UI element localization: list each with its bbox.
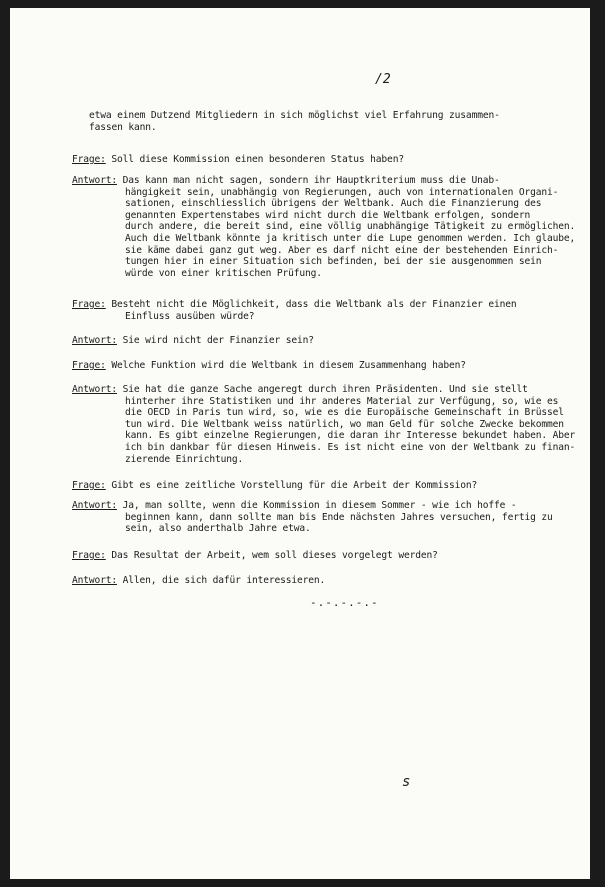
line-text: Ja, man sollte, wenn die Kommission in diesem Sommer - wie ich hoffe -: [117, 500, 517, 511]
speaker-label: Antwort:: [72, 175, 118, 186]
line-text: Gibt es eine zeitliche Vorstellung für die Arbeit der Kommission?: [105, 480, 478, 491]
line-text: Das Resultat der Arbeit, wem soll dieses vorgelegt werden?: [105, 550, 438, 561]
text-line: etwa einem Dutzend Mitgliedern in sich möglichst viel Erfahrung zusammen-: [89, 110, 500, 121]
speaker-label: Antwort:: [72, 500, 118, 511]
line-text: Allen, die sich dafür interessieren.: [117, 575, 326, 586]
first-line: [72, 299, 572, 311]
text-line: kann. Es gibt einzelne Regierungen, die daran ihr Interesse bekundet haben. Aber: [125, 430, 576, 442]
end-mark: -.-.-.-.-: [310, 596, 379, 609]
line-text: Sie hat die ganze Sache angeregt durch ihren Präsidenten. Und sie stellt: [117, 384, 528, 395]
text-line: die OECD in Paris tun wird, so, wie es die Europäische Gemeinschaft in Brüssel: [125, 407, 564, 419]
first-line: [72, 500, 572, 512]
question-block: [72, 360, 572, 372]
first-line: [72, 480, 572, 492]
speaker-label: Frage:: [72, 299, 106, 310]
line-text: Besteht nicht die Möglichkeit, dass die Weltbank als der Finanzier einen: [105, 299, 517, 310]
text-line: sie käme dabei ganz gut weg. Aber es darf nicht eine der bestehenden Einrich-: [125, 244, 559, 256]
first-line: [72, 384, 572, 396]
answer-block: [72, 175, 576, 279]
text-line: würde von einer kritischen Prüfung.: [125, 267, 322, 279]
speaker-label: Antwort:: [72, 575, 118, 586]
text-line: tun wird. Die Weltbank weiss natürlich, wo man Geld für solche Zwecke bekommen: [125, 418, 564, 430]
speaker-label: Antwort:: [72, 384, 118, 395]
text-line: sationen, einschliesslich übrigens der Weltbank. Auch die Finanzierung des: [125, 198, 542, 210]
text-line: ich bin dankbar für diesen Hinweis. Es ist nicht eine von der Weltbank zu finan-: [125, 441, 576, 453]
answer-block: [72, 335, 572, 347]
line-text: Welche Funktion wird die Weltbank in diesem Zusammenhang haben?: [105, 360, 466, 371]
answer-block: [72, 384, 576, 465]
answer-block: [72, 575, 572, 587]
intro-paragraph: [72, 110, 572, 133]
first-line: [72, 550, 572, 562]
question-block: [72, 480, 572, 492]
document-page: [10, 8, 590, 879]
page-number: /2: [375, 72, 391, 87]
text-line: hängigkeit sein, unabhängig von Regierungen, auch von internationalen Organi-: [125, 186, 559, 198]
speaker-label: Antwort:: [72, 335, 118, 346]
text-line: Auch die Weltbank könnte ja kritisch unter die Lupe genommen werden. Ich glaube,: [125, 232, 576, 244]
text-line: zierende Einrichtung.: [125, 453, 244, 465]
speaker-label: Frage:: [72, 480, 106, 491]
text-line: beginnen kann, dann sollte man bis Ende nächsten Jahres versuchen, fertig zu: [125, 511, 553, 523]
line-text: Soll diese Kommission einen besonderen Status haben?: [105, 154, 404, 165]
line-text: Das kann man nicht sagen, sondern ihr Hauptkriterium muss die Unab-: [117, 175, 500, 186]
speaker-label: Frage:: [72, 154, 106, 165]
first-line: [72, 175, 572, 187]
speaker-label: Frage:: [72, 360, 106, 371]
text-line: genannten Expertenstabes wird nicht durch die Weltbank erfolgen, sondern: [125, 209, 531, 221]
first-line: [72, 575, 572, 587]
text-line: tungen hier in einer Situation sich befinden, bei der sie ausgenommen sein: [125, 256, 542, 268]
line-text: Sie wird nicht der Finanzier sein?: [117, 335, 314, 346]
text-line: hinterher ihre Statistiken und ihr anderes Material zur Verfügung, so, wie es: [125, 395, 559, 407]
text-line: sein, also anderthalb Jahre etwa.: [125, 523, 311, 535]
question-block: [72, 550, 572, 562]
answer-block: [72, 500, 572, 535]
first-line: [72, 154, 572, 166]
first-line: [72, 335, 572, 347]
text-line: fassen kann.: [89, 121, 157, 133]
text-line: Einfluss ausüben würde?: [125, 310, 255, 322]
question-block: [72, 154, 572, 166]
text-line: durch andere, die bereit sind, eine völlig unabhängige Tätigkeit zu ermöglichen.: [125, 221, 576, 233]
speaker-label: Frage:: [72, 550, 106, 561]
question-block: [72, 299, 572, 322]
handwritten-mark: s: [402, 774, 411, 790]
first-line: [72, 360, 572, 372]
